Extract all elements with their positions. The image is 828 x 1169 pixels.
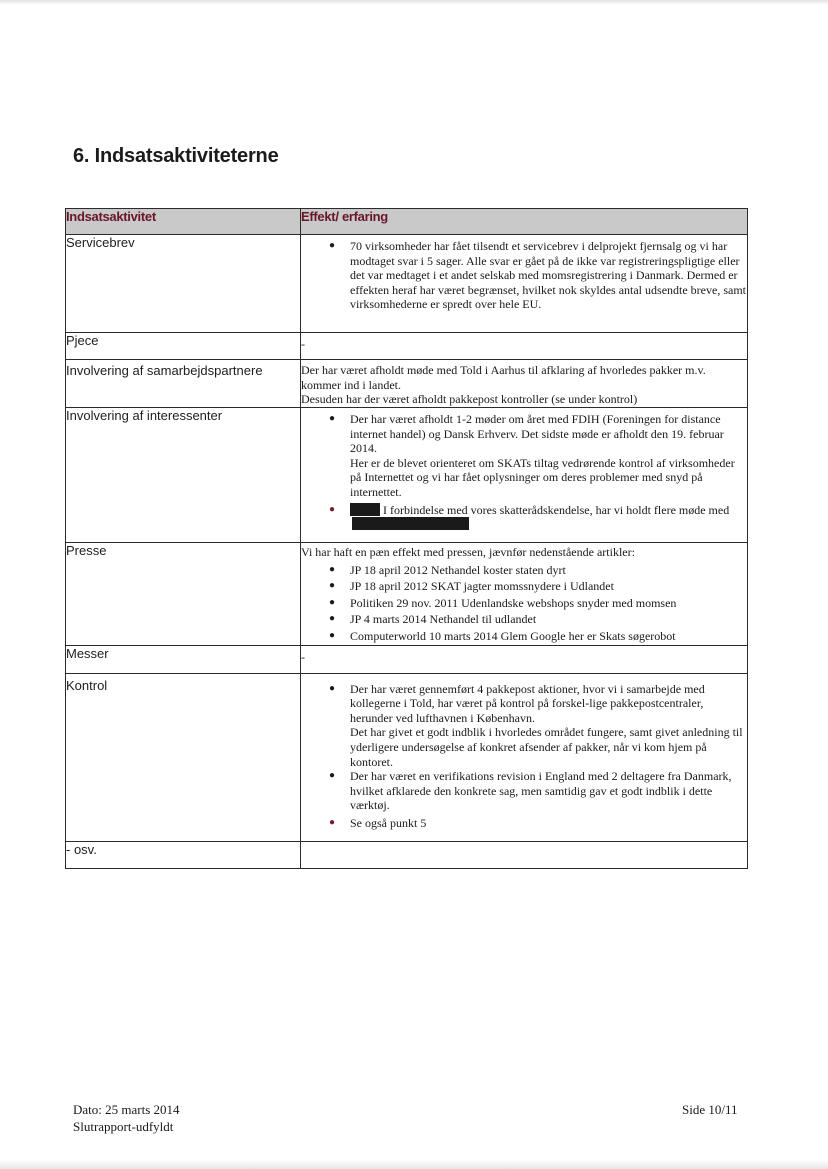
footer-left [73,1101,180,1135]
bullet-list [301,682,747,831]
text-line: Desuden har der været afholdt pakkepost kontroller (se under kontrol) [301,392,638,407]
list-item: ● JP 4 marts 2014 Nethandel til udlandet [329,612,537,627]
effect-cell: - [301,333,748,360]
effect-cell [301,841,748,868]
activity-cell: Servicebrev [66,235,301,333]
activity-cell: Messer [66,645,301,673]
table-row [66,841,748,868]
effect-cell [301,360,748,408]
list-item: ● I forbindelse med vores skatterådskendelse, har vi holdt flere møde med [350,503,747,532]
table-row [66,360,748,408]
list-item: ● Der har været en verifikations revision i England med 2 deltagere fra Danmark, hvilket afklarede den konkrete sag, men samtidig gav et godt indblik i dette værktøj. [329,769,732,813]
activity-cell: Involvering af samarbejdspartnere [66,360,301,408]
article-list [301,562,747,645]
redaction-box [350,503,380,516]
bullet-icon: ● [329,613,336,625]
list-item: ● 70 virksomheder har fået tilsendt et servicebrev i delprojekt fjernsalg og vi har modtaget svar i 5 sager. Alle svar er gået på de ikke var registreringspligtige eller det var medtaget i et andet selskab med momsregistrering i Danmark. Dermed er effekten heraf har været begrænset, hvilket nok skyldes antal udsendte breve, samt virksomhederne er spredt over hele EU. [329,239,746,312]
footer-document-name: Slutrapport-udfyldt [73,1119,174,1134]
activities-table [65,208,748,869]
table-row [66,673,748,841]
bullet-icon: ● [329,413,336,424]
header-effect: Effekt/ erfaring [301,209,748,235]
table-row [66,543,748,646]
table-header-row [66,209,748,235]
header-activity: Indsatsaktivitet [66,209,301,235]
list-item: ● Se også punkt 5 [329,815,427,830]
table-row [66,645,748,673]
bullet-icon: ● [329,629,336,641]
list-item: ● Computerworld 10 marts 2014 Glem Google her er Skats søgerobot [329,628,676,643]
bullet-icon: ● [329,580,336,592]
table-row [66,235,748,333]
bullet-icon: ● [329,816,336,828]
table-row [66,408,748,543]
effect-cell [301,673,748,841]
section-heading: 6. Indsatsaktiviteterne [73,145,279,167]
list-item: ● JP 18 april 2012 SKAT jagter momssnydere i Udlandet [329,579,614,594]
activity-cell: Pjece [66,333,301,360]
bullet-icon: ● [329,563,336,575]
bullet-icon: ● [329,596,336,608]
scan-bottom-edge [0,1159,828,1169]
presse-intro: Vi har haft en pæn effekt med pressen, jævnfør nedenstående artikler: [301,545,635,559]
bullet-icon: ● [329,770,336,782]
list-item: ● JP 18 april 2012 Nethandel koster staten dyrt [329,562,566,577]
redaction-box [352,517,469,530]
list-item: ● Der har været afholdt 1-2 møder om året med FDIH (Foreningen for distance internet handel) og Dansk Erhverv. Det sidste møde er afholdt den 19. februar 2014. Her er de blevet orienteret om SKATs tiltag vedrørende kontrol af virksomheder på Internettet og vi har fået oplysninger om deres problemer med snyd på internettet. [329,412,735,499]
activity-cell: Involvering af interessenter [66,408,301,543]
table-row [66,333,748,360]
effect-cell [301,408,748,543]
footer-date: Dato: 25 marts 2014 [73,1102,180,1117]
footer-page-number: Side 10/11 [682,1102,738,1117]
list-item: ● Der har været gennemført 4 pakkepost aktioner, hvor vi i samarbejde med kollegerne i Told, har været på kontrol på forskel-lige pakkepostcentraler, herunder ved lufthavnen i København. Det har givet et godt indblik i hvorledes området fungere, samt givet anledning til yderligere undersøgelse af konkret afsender af pakker, når vi kom hjem på kontoret. [329,681,743,769]
effect-cell [301,543,748,646]
effect-cell: - [301,645,748,673]
activity-cell: Kontrol [66,673,301,841]
list-item: ● Politiken 29 nov. 2011 Udenlandske webshops snyder med momsen [329,595,677,610]
effect-cell [301,235,748,333]
activity-cell: - osv. [66,841,301,868]
activity-cell: Presse [66,543,301,646]
bullet-list [301,235,747,312]
bullet-icon: ● [329,240,336,251]
bullet-list [301,408,747,532]
text-line: Der har været afholdt møde med Told i Aarhus til afklaring af hvorledes pakker m.v. kommer ind i landet. [301,363,706,392]
scan-top-edge [0,0,828,5]
bullet-icon: ● [329,503,336,515]
bullet-icon: ● [329,682,336,694]
